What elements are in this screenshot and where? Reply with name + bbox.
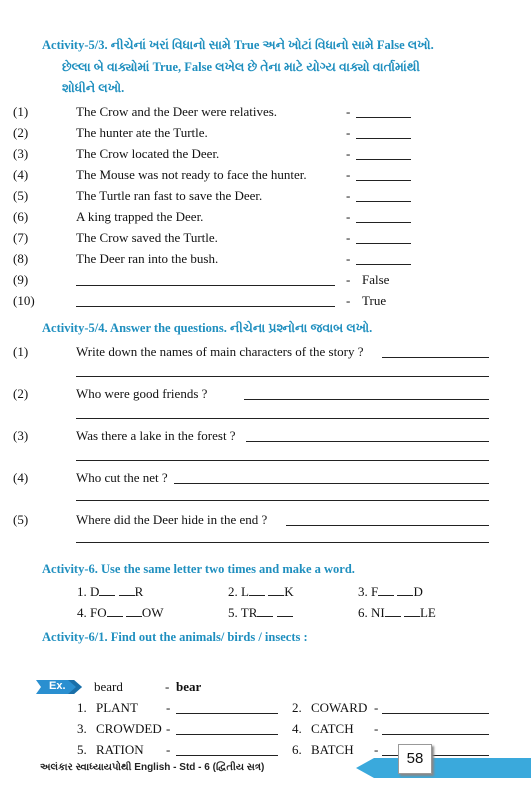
letter-puzzle-item	[77, 584, 143, 600]
answer-blank[interactable]	[356, 117, 411, 118]
letter-puzzle-item	[228, 605, 293, 621]
dash: -	[346, 230, 351, 245]
answer-blank[interactable]	[356, 222, 411, 223]
answer-line[interactable]	[76, 460, 489, 461]
statement-number: (8)	[13, 251, 29, 266]
sentence-blank[interactable]	[76, 285, 335, 286]
footer-book-title: અલંકાર સ્વાધ્યાયપોથી English - Std - 6 (દ્વિતીય સત્ર)	[40, 762, 265, 773]
word-end: D	[413, 584, 423, 599]
question-number: (2)	[13, 386, 29, 401]
item-number: 4.	[77, 605, 87, 620]
answer-line[interactable]	[382, 734, 489, 735]
letter-blank[interactable]	[404, 616, 420, 617]
activity-6-1-heading: Activity-6/1. Find out the animals/ birds / insects :	[42, 630, 308, 644]
activity-5-3-heading-line3: શોધીને લખો.	[62, 81, 125, 95]
word-start: L	[241, 584, 249, 599]
item-number: 4.	[292, 721, 302, 736]
answer-blank[interactable]	[356, 243, 411, 244]
answer-line[interactable]	[76, 500, 489, 501]
dash: -	[346, 209, 351, 224]
question-number: (4)	[13, 470, 29, 485]
dash: -	[346, 293, 351, 308]
answer-line[interactable]	[76, 376, 489, 377]
answer-line[interactable]	[286, 525, 489, 526]
activity-5-4-heading: Activity-5/4. Answer the questions. નીચેના પ્રશ્નોના જવાબ લખો.	[42, 321, 373, 335]
answer-line[interactable]	[176, 713, 278, 714]
item-number: 1.	[77, 584, 87, 599]
letter-blank[interactable]	[268, 595, 284, 596]
statement-number: (9)	[13, 272, 29, 287]
letter-puzzle-item	[358, 584, 423, 600]
dash: -	[346, 125, 351, 140]
letter-blank[interactable]	[249, 595, 265, 596]
word-end: OW	[141, 605, 164, 620]
dash: -	[374, 700, 379, 715]
letter-puzzle-item	[77, 605, 164, 621]
letter-blank[interactable]	[257, 616, 273, 617]
given-answer: True	[362, 293, 387, 308]
answer-line[interactable]	[76, 542, 489, 543]
item-number: 3.	[77, 721, 87, 736]
letter-blank[interactable]	[378, 595, 394, 596]
given-word: RATION	[96, 742, 144, 757]
statement-text: The Deer ran into the bush.	[76, 251, 219, 266]
statement-number: (3)	[13, 146, 29, 161]
dash: -	[346, 272, 351, 287]
dash: -	[346, 167, 351, 182]
answer-line[interactable]	[174, 483, 489, 484]
statement-number: (10)	[13, 293, 35, 308]
statement-row	[0, 104, 531, 124]
statement-text: The Crow saved the Turtle.	[76, 230, 218, 245]
footer-ribbon-icon	[356, 758, 531, 778]
question-text: Write down the names of main characters of the story ?	[76, 344, 364, 359]
item-number: 1.	[77, 700, 87, 715]
statement-row	[0, 209, 531, 229]
fill-sentence-row	[0, 272, 531, 292]
hidden-animal-item	[292, 742, 354, 758]
activity-6-heading: Activity-6. Use the same letter two times and make a word.	[42, 562, 355, 576]
statement-number: (1)	[13, 104, 29, 119]
statement-number: (7)	[13, 230, 29, 245]
answer-line[interactable]	[176, 755, 278, 756]
answer-line[interactable]	[382, 357, 489, 358]
example-label: Ex.	[49, 680, 66, 692]
answer-blank[interactable]	[356, 180, 411, 181]
letter-blank[interactable]	[277, 616, 293, 617]
dash: -	[374, 721, 379, 736]
answer-line[interactable]	[246, 441, 489, 442]
statement-number: (2)	[13, 125, 29, 140]
word-start: NI	[371, 605, 385, 620]
item-number: 2.	[228, 584, 238, 599]
statement-row	[0, 188, 531, 208]
letter-blank[interactable]	[99, 595, 115, 596]
given-word: BATCH	[311, 742, 354, 757]
item-number: 5.	[228, 605, 238, 620]
word-end: K	[284, 584, 294, 599]
statement-text: The Crow and the Deer were relatives.	[76, 104, 278, 119]
statement-row	[0, 230, 531, 250]
dash: -	[346, 251, 351, 266]
question-text: Where did the Deer hide in the end ?	[76, 512, 268, 527]
item-number: 6.	[358, 605, 368, 620]
letter-blank[interactable]	[119, 595, 135, 596]
item-number: 5.	[77, 742, 87, 757]
statement-text: The Crow located the Deer.	[76, 146, 220, 161]
statement-row	[0, 167, 531, 187]
statement-text: The hunter ate the Turtle.	[76, 125, 208, 140]
question-number: (1)	[13, 344, 29, 359]
dash: -	[166, 742, 171, 757]
answer-line[interactable]	[382, 713, 489, 714]
question-text: Who cut the net ?	[76, 470, 168, 485]
statement-number: (6)	[13, 209, 29, 224]
given-word: PLANT	[96, 700, 138, 715]
statement-text: The Turtle ran fast to save the Deer.	[76, 188, 263, 203]
fill-sentence-row	[0, 293, 531, 313]
letter-blank[interactable]	[397, 595, 413, 596]
answer-blank[interactable]	[356, 264, 411, 265]
hidden-animal-item	[77, 742, 144, 758]
given-word: CROWDED	[96, 721, 162, 736]
answer-blank[interactable]	[356, 201, 411, 202]
letter-blank[interactable]	[126, 616, 142, 617]
given-word: CATCH	[311, 721, 354, 736]
sentence-blank[interactable]	[76, 306, 335, 307]
answer-line[interactable]	[176, 734, 278, 735]
hidden-animal-item	[292, 721, 354, 737]
statement-text: The Mouse was not ready to face the hunter.	[76, 167, 307, 182]
given-answer: False	[362, 272, 390, 287]
letter-blank[interactable]	[385, 616, 401, 617]
letter-blank[interactable]	[107, 616, 123, 617]
word-start: FO	[90, 605, 107, 620]
statement-row	[0, 146, 531, 166]
dash: -	[166, 700, 171, 715]
example-word: beard	[94, 679, 123, 694]
activity-5-3-heading-line2: છેલ્લા બે વાક્યોમાં True, False લખેલ છે તેના માટે યોગ્ય વાક્યો વાર્તામાંથી	[62, 60, 421, 74]
letter-puzzle-item	[358, 605, 436, 621]
question-text: Was there a lake in the forest ?	[76, 428, 236, 443]
item-number: 6.	[292, 742, 302, 757]
dash: -	[166, 721, 171, 736]
page-number: 58	[398, 744, 432, 774]
word-start: TR	[240, 605, 258, 620]
answer-line[interactable]	[76, 418, 489, 419]
answer-line[interactable]	[244, 399, 489, 400]
statement-text: A king trapped the Deer.	[76, 209, 204, 224]
statement-number: (4)	[13, 167, 29, 182]
question-text: Who were good friends ?	[76, 386, 208, 401]
activity-5-3-heading-line1: Activity-5/3. નીચેનાં ખરાં વિધાનો સામે True અને ખોટાં વિધાનો સામે False લખો.	[42, 38, 434, 52]
word-start: D	[90, 584, 100, 599]
answer-blank[interactable]	[356, 159, 411, 160]
hidden-animal-item	[77, 700, 138, 716]
hidden-animal-item	[292, 700, 367, 716]
given-word: COWARD	[311, 700, 368, 715]
example-answer: bear	[176, 679, 202, 694]
word-end: R	[134, 584, 144, 599]
dash: -	[374, 742, 379, 757]
item-number: 3.	[358, 584, 368, 599]
statement-number: (5)	[13, 188, 29, 203]
dash: -	[346, 146, 351, 161]
letter-puzzle-item	[228, 584, 294, 600]
hidden-animal-item	[77, 721, 162, 737]
word-end: LE	[419, 605, 436, 620]
question-number: (3)	[13, 428, 29, 443]
answer-blank[interactable]	[356, 138, 411, 139]
item-number: 2.	[292, 700, 302, 715]
word-start: F	[371, 584, 379, 599]
statement-row	[0, 251, 531, 271]
statement-row	[0, 125, 531, 145]
question-number: (5)	[13, 512, 29, 527]
dash: -	[346, 104, 351, 119]
dash: -	[346, 188, 351, 203]
example-dash: -	[165, 679, 170, 694]
